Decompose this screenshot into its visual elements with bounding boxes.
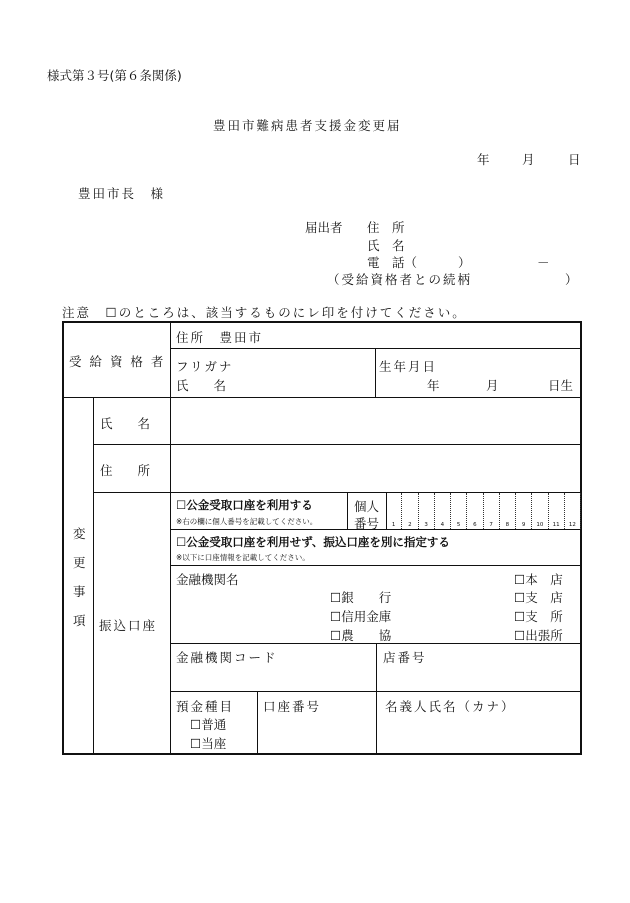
change-label-3: 事	[73, 584, 86, 599]
applicant-label: 届出者	[305, 220, 343, 235]
recipient-address-label: 住所 豊田市	[176, 330, 264, 345]
digit-cell-number: 5	[456, 522, 461, 528]
change-label-4: 項	[73, 613, 86, 628]
divider	[375, 348, 376, 398]
digit-cell-number: 12	[568, 522, 576, 528]
digit-cell[interactable]	[532, 493, 548, 529]
digit-cell[interactable]	[386, 493, 402, 529]
digit-cell-number: 1	[391, 522, 396, 528]
main-office-option[interactable]: ☐本 店	[514, 572, 563, 587]
digit-cell[interactable]	[549, 493, 565, 529]
digit-cell[interactable]	[565, 493, 581, 529]
relation-close: ）	[565, 272, 578, 287]
separate-account-option[interactable]: ☐公金受取口座を利用せず、振込口座を別に指定する	[176, 535, 450, 549]
furigana-label: フリガナ	[176, 359, 234, 374]
digit-cell-number: 7	[489, 522, 493, 528]
applicant-phone-close: ）	[458, 255, 471, 270]
bank-option[interactable]: ☐銀 行	[330, 590, 392, 605]
divider	[257, 692, 258, 754]
account-holder-label: 名義人氏名（カナ）	[385, 699, 516, 714]
applicant-name-label: 氏 名	[367, 238, 405, 253]
credit-union-option[interactable]: ☐信用金庫	[330, 609, 392, 624]
dob-year: 年	[427, 378, 440, 393]
digit-cell[interactable]	[435, 493, 451, 529]
relation-label: （受給資格者との続柄	[327, 272, 473, 287]
digit-cell-number: 10	[536, 522, 544, 528]
digit-cell[interactable]	[451, 493, 467, 529]
institution-name-label: 金融機関名	[176, 572, 239, 587]
deposit-type-label: 預金種目	[176, 699, 235, 714]
ordinary-deposit-option[interactable]: ☐普通	[190, 717, 227, 732]
account-number-label: 口座番号	[263, 699, 322, 714]
dob-day: 日生	[548, 378, 574, 393]
separate-account-note: ※以下に口座情報を記載してください。	[176, 553, 310, 562]
public-account-note: ※右の欄に個人番号を記載してください。	[176, 517, 318, 526]
personal-number-label-2: 番号	[354, 516, 380, 531]
divider	[93, 398, 94, 754]
instruction-note: 注意 ☐のところは、該当するものにレ印を付けてください。	[62, 305, 467, 320]
digit-cell[interactable]	[516, 493, 532, 529]
digit-cell[interactable]	[500, 493, 516, 529]
transfer-account-label: 振込口座	[99, 618, 158, 633]
form-reference: 様式第３号(第６条関係)	[47, 68, 182, 83]
divider	[170, 348, 581, 349]
date-day: 日	[568, 152, 581, 167]
change-address-label: 住 所	[100, 463, 151, 478]
applicant-phone-dash: －	[537, 255, 550, 270]
agricultural-coop-option[interactable]: ☐農 協	[330, 628, 392, 643]
satellite-office-option[interactable]: ☐出張所	[514, 628, 563, 643]
branch-number-label: 店番号	[383, 650, 427, 665]
dob-month: 月	[486, 378, 499, 393]
current-deposit-option[interactable]: ☐当座	[190, 736, 227, 751]
divider	[170, 565, 581, 566]
digit-cell-number: 4	[440, 522, 445, 528]
divider	[63, 397, 581, 398]
divider	[170, 322, 171, 754]
digit-cell-number: 11	[552, 522, 560, 528]
digit-cell[interactable]	[419, 493, 435, 529]
change-label-2: 更	[73, 555, 86, 570]
digit-cell-number: 2	[408, 522, 412, 528]
applicant-address-label: 住 所	[367, 220, 405, 235]
digit-cell-number: 3	[424, 522, 428, 528]
addressee: 豊田市長 様	[78, 186, 166, 201]
applicant-phone-open: 電 話（	[367, 255, 418, 270]
digit-cell-number: 9	[521, 522, 526, 528]
divider	[347, 493, 348, 529]
digit-cell[interactable]	[484, 493, 500, 529]
personal-number-label-1: 個人	[354, 499, 380, 514]
date-month: 月	[522, 152, 535, 167]
branch-option[interactable]: ☐支 店	[514, 590, 563, 605]
sub-branch-option[interactable]: ☐支 所	[514, 609, 563, 624]
digit-cell-number: 8	[505, 522, 510, 528]
divider	[93, 444, 581, 445]
digit-cell[interactable]	[467, 493, 483, 529]
recipient-label: 受 給 資 格 者	[69, 354, 166, 369]
dob-label: 生年月日	[379, 359, 438, 374]
change-name-label: 氏 名	[100, 416, 151, 431]
change-label-1: 変	[73, 526, 86, 541]
divider	[376, 643, 377, 754]
digit-cell[interactable]	[402, 493, 418, 529]
public-account-option[interactable]: ☐公金受取口座を利用する	[176, 498, 313, 512]
document-title: 豊田市難病患者支援金変更届	[213, 118, 402, 133]
recipient-name-label: 氏 名	[176, 378, 227, 393]
institution-code-label: 金融機関コード	[176, 650, 278, 665]
digit-cell-number: 6	[473, 522, 477, 528]
date-year: 年	[477, 152, 490, 167]
divider	[170, 691, 581, 692]
